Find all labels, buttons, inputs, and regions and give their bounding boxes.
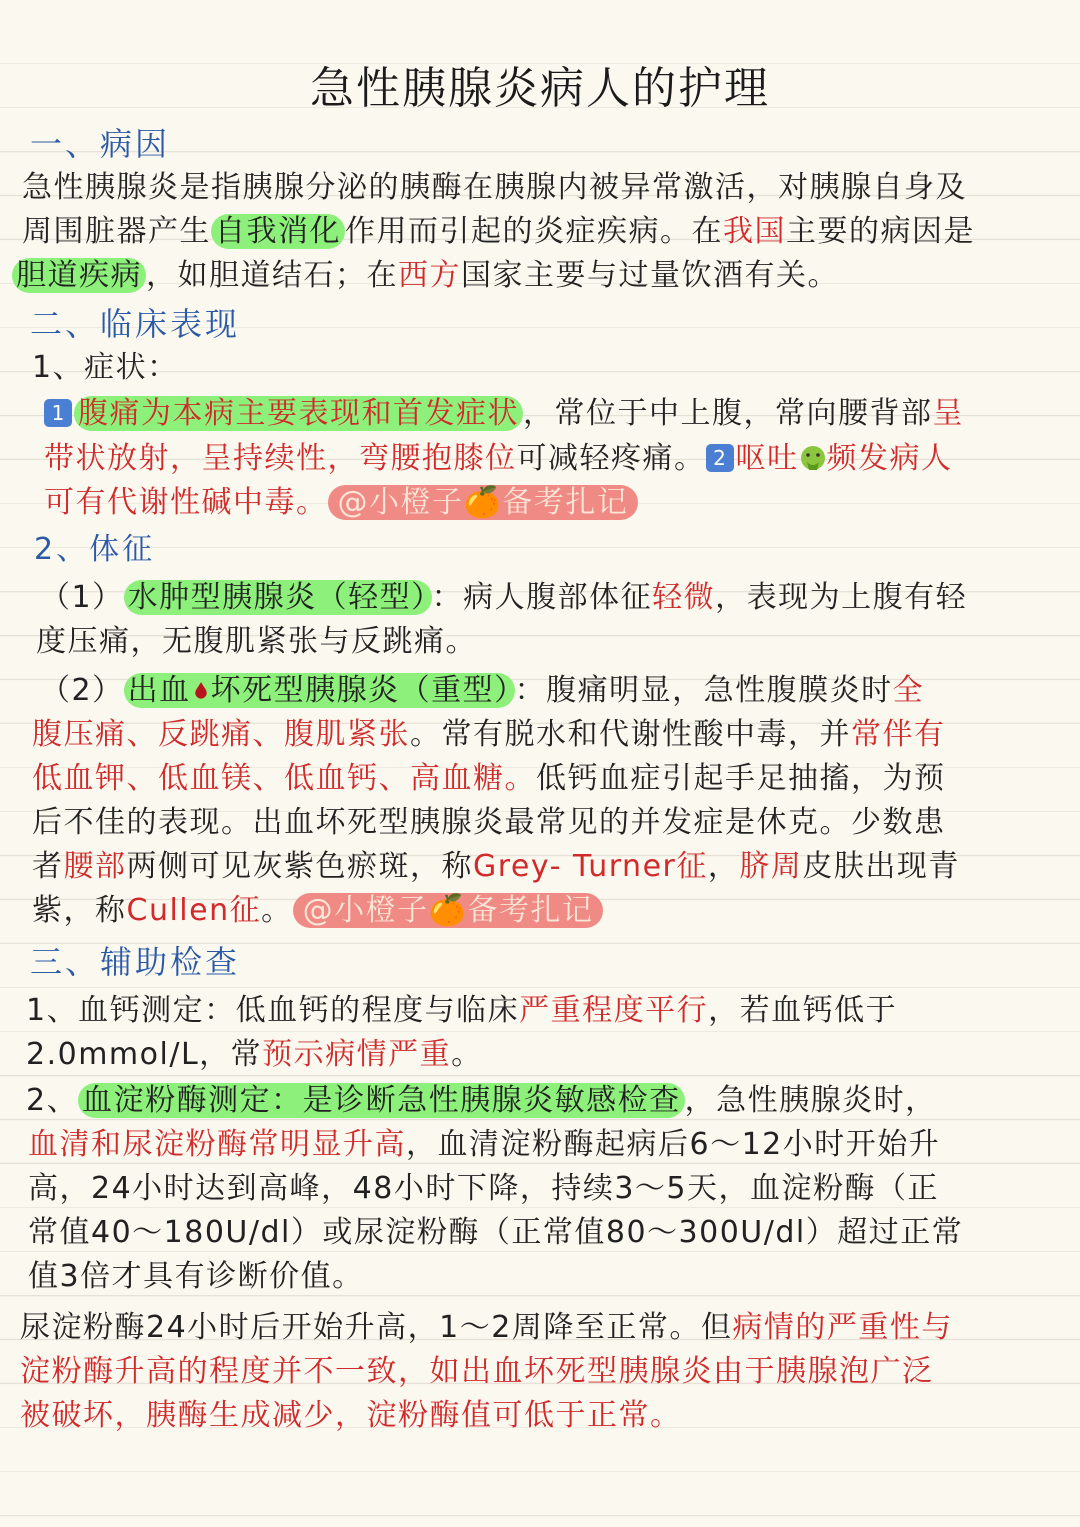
signs-line-3 xyxy=(40,669,924,713)
highlight-edematous-type: 水肿型胰腺炎（轻型） xyxy=(124,580,432,615)
section-heading-tests: 三、辅助检查 xyxy=(30,943,241,981)
text: ，若血钙低于 xyxy=(708,993,898,1028)
highlight-hemorrhagic-type xyxy=(124,673,515,708)
signs-line-5 xyxy=(32,757,946,801)
red-text: 低血钾、低血镁、低血钙、高血糖。 xyxy=(32,761,536,796)
symptom-line-3 xyxy=(44,481,638,525)
signs-line-4 xyxy=(32,713,946,757)
text: ：病人腹部体征 xyxy=(431,580,653,615)
watermark-label: @小橙子🍊备考扎记 xyxy=(293,893,604,928)
tests-line-10: 被破坏，胰酶生成减少，淀粉酶值可低于正常。 xyxy=(20,1398,682,1433)
red-text: 可有代谢性碱中毒。 xyxy=(44,485,328,520)
blood-drop-icon xyxy=(191,676,211,704)
text: 两侧可见灰紫色瘀斑，称 xyxy=(126,849,473,884)
text: 2、 xyxy=(26,1083,79,1118)
text: 周围脏器产生 xyxy=(22,214,211,249)
signs-line-2: 度压痛，无腹肌紧张与反跳痛。 xyxy=(36,624,477,659)
red-text: 腰部 xyxy=(63,849,127,884)
tests-line-6: 常值40～180U/dl）或尿淀粉酶（正常值80～300U/dl）超过正常 xyxy=(28,1215,964,1250)
subheading-symptoms: 1、症状： xyxy=(32,350,179,385)
red-text: 病情的严重性与 xyxy=(732,1310,953,1345)
signs-line-7 xyxy=(32,845,960,889)
section-heading-clinical: 二、临床表现 xyxy=(30,305,241,343)
text: （2） xyxy=(40,673,124,708)
red-text: 西方 xyxy=(398,258,461,293)
signs-line-1 xyxy=(40,576,967,620)
text: ，急性胰腺炎时， xyxy=(684,1083,937,1118)
text: 。 xyxy=(261,893,293,928)
text: 者 xyxy=(32,849,64,884)
red-text: 呈 xyxy=(932,396,964,431)
vomiting-face-icon xyxy=(799,444,827,472)
red-text: 严重程度平行 xyxy=(519,993,709,1028)
section-heading-etiology: 一、病因 xyxy=(30,125,171,163)
text: ，如胆道结石；在 xyxy=(146,258,398,293)
red-text: 带状放射，呈持续性，弯腰抱膝位 xyxy=(44,441,517,476)
red-text: 腹压痛、反跳痛、腹肌紧张 xyxy=(32,717,410,752)
red-text: 血清和尿淀粉酶常明显升高 xyxy=(28,1127,406,1162)
text: 作用而引起的炎症疾病。在 xyxy=(345,214,723,249)
text: 出血 xyxy=(127,673,191,708)
watermark-label: @小橙子🍊备考扎记 xyxy=(328,485,639,520)
text: 低钙血症引起手足抽搐，为预 xyxy=(536,761,946,796)
etiology-line-1 xyxy=(22,166,967,210)
red-text: 预示病情严重 xyxy=(262,1037,452,1072)
text: 可减轻疼痛。 xyxy=(516,441,706,476)
red-text: Grey- Turner征 xyxy=(473,849,708,884)
text: 主要的病因是 xyxy=(786,214,975,249)
highlight-abdominal-pain: 腹痛为本病主要表现和首发症状 xyxy=(74,396,523,431)
text: 急性胰腺炎是指胰腺分泌的胰酶在胰腺内被异常激活，对胰腺自身及 xyxy=(22,170,967,205)
red-text: 呕吐 xyxy=(735,441,799,476)
page-title: 急性胰腺炎病人的护理 xyxy=(310,63,770,114)
text: ， xyxy=(707,849,740,884)
text: 尿淀粉酶24小时后开始升高，1～2周降至正常。但 xyxy=(20,1310,733,1345)
number-badge-1-icon: 1 xyxy=(44,399,72,427)
red-text: 脐周 xyxy=(739,849,803,884)
highlight-amylase-test: 血淀粉酶测定：是诊断急性胰腺炎敏感检查 xyxy=(78,1083,685,1118)
highlight-biliary-disease: 胆道疾病 xyxy=(12,258,146,293)
text: 坏死型胰腺炎（重型） xyxy=(210,673,511,708)
text: （1） xyxy=(40,580,124,615)
red-text: 我国 xyxy=(723,214,786,249)
text: 1、血钙测定：低血钙的程度与临床 xyxy=(26,993,520,1028)
highlight-self-digestion: 自我消化 xyxy=(211,214,345,249)
text: ：腹痛明显，急性腹膜炎时 xyxy=(514,673,893,708)
text: ，表现为上腹有轻 xyxy=(715,580,968,615)
tests-line-9: 淀粉酶升高的程度并不一致，如出血坏死型胰腺炎由于胰腺泡广泛 xyxy=(20,1354,934,1389)
tests-line-2 xyxy=(26,1033,483,1077)
text: 国家主要与过量饮酒有关。 xyxy=(461,258,839,293)
text: 皮肤出现青 xyxy=(802,849,960,884)
etiology-line-3 xyxy=(12,254,839,298)
etiology-line-2 xyxy=(22,210,975,254)
symptom-line-1 xyxy=(44,392,964,436)
text: 紫，称 xyxy=(32,893,127,928)
red-text: 轻微 xyxy=(652,580,716,615)
text: 。常有脱水和代谢性酸中毒，并 xyxy=(410,717,851,752)
symptom-line-2 xyxy=(44,437,953,481)
red-text: 频发病人 xyxy=(826,441,953,476)
text: 。 xyxy=(451,1037,483,1072)
text: ，常位于中上腹，常向腰背部 xyxy=(523,396,933,431)
red-text: 全 xyxy=(892,673,925,708)
red-text: 常伴有 xyxy=(851,717,946,752)
tests-line-4 xyxy=(28,1123,940,1167)
tests-line-5: 高，24小时达到高峰，48小时下降，持续3～5天，血淀粉酶（正 xyxy=(28,1171,940,1206)
tests-line-8 xyxy=(20,1306,953,1350)
tests-line-3 xyxy=(26,1079,937,1123)
signs-line-8 xyxy=(32,889,603,933)
signs-line-6: 后不佳的表现。出血坏死型胰腺炎最常见的并发症是休克。少数患 xyxy=(32,805,946,840)
tests-line-1 xyxy=(26,989,897,1033)
text: 2.0mmol/L，常 xyxy=(26,1037,263,1072)
subheading-signs: 2、体征 xyxy=(34,532,156,567)
number-badge-2-icon: 2 xyxy=(706,444,734,472)
red-text: Cullen征 xyxy=(126,893,262,928)
text: ，血清淀粉酶起病后6～12小时开始升 xyxy=(406,1127,941,1162)
tests-line-7: 值3倍才具有诊断价值。 xyxy=(28,1259,364,1294)
